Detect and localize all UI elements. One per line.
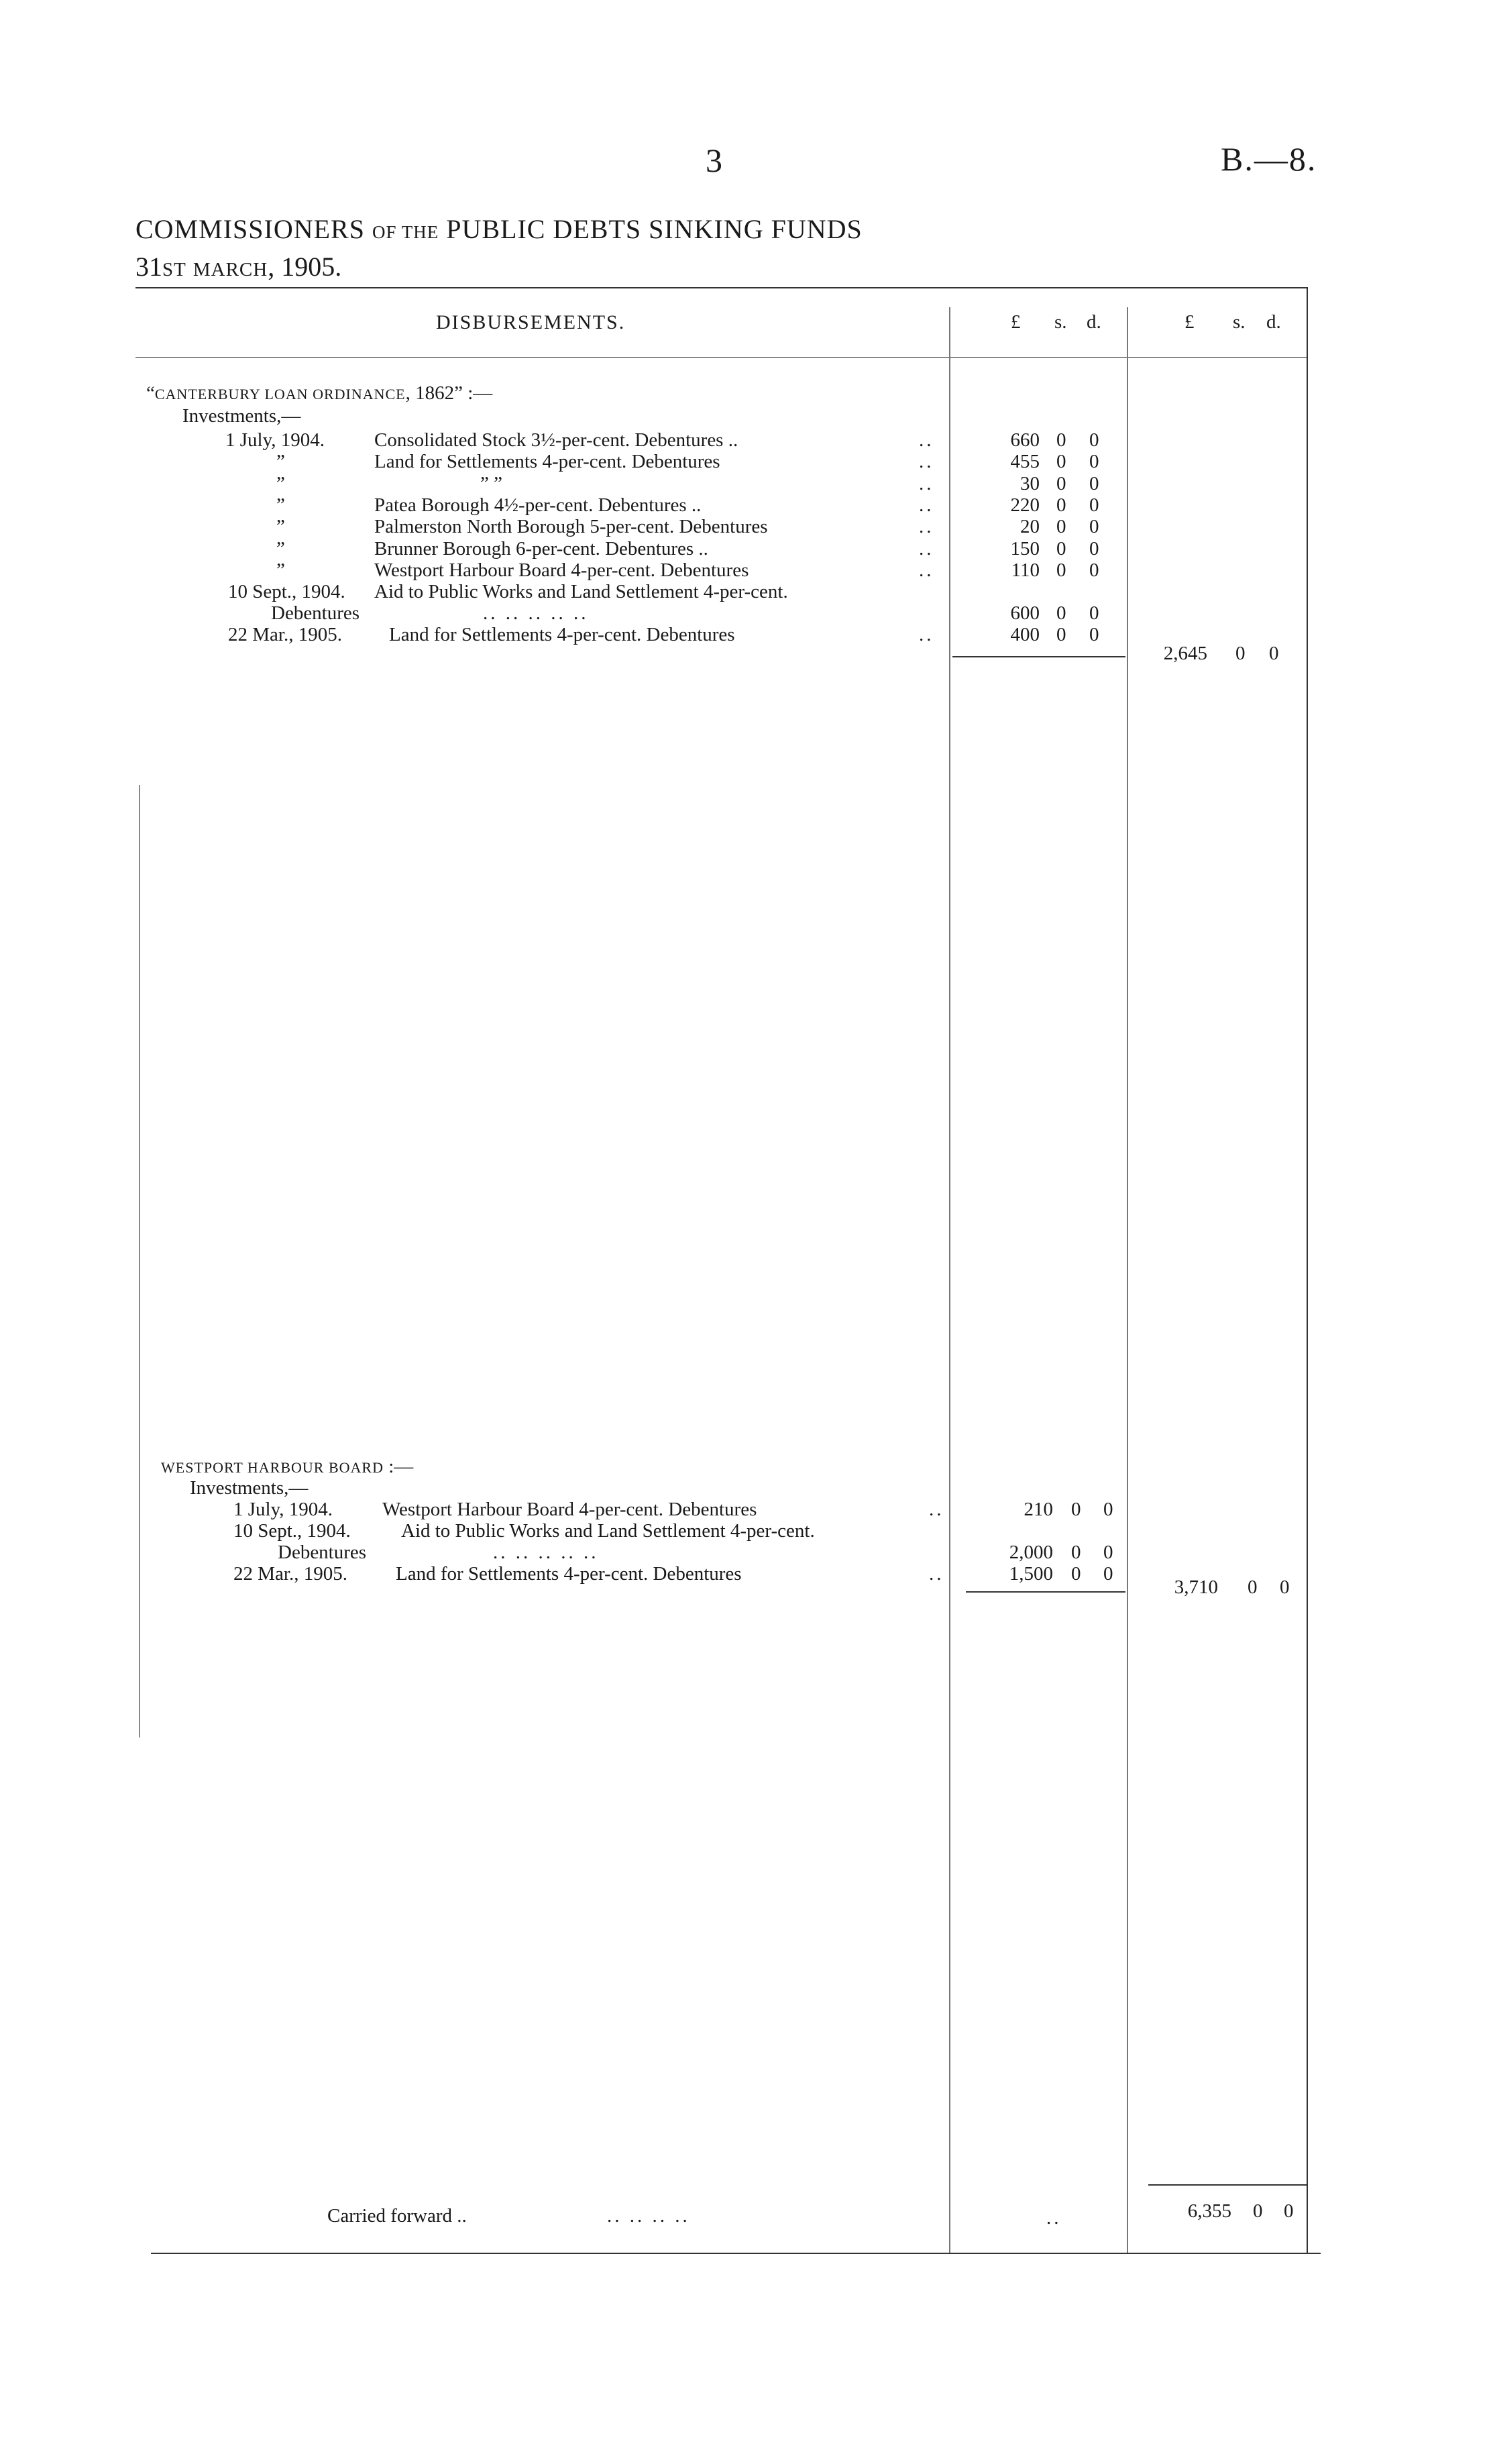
canterbury-row-d: 0 [1089,494,1099,516]
canterbury-row-s: 0 [1056,538,1066,559]
canterbury-row-date: 1 July, 1904. [225,429,325,451]
canterbury-sept-s: 0 [1056,602,1066,624]
canterbury-row-pounds: 455 [1010,451,1040,472]
canterbury-row-d: 0 [1089,473,1099,494]
page-date [135,251,341,282]
canterbury-row-date: ” [276,473,285,494]
date-suffix: ST [162,259,186,280]
westport-investments-label: Investments,— [190,1477,309,1499]
canterbury-mar-d: 0 [1089,624,1099,645]
westport-row1-d: 0 [1103,1499,1113,1520]
westport-total-pounds: 3,710 [1174,1576,1218,1598]
westport-row3-date: 22 Mar., 1905. [233,1563,347,1585]
canterbury-mar-pounds: 400 [1010,624,1040,645]
title-part-b: PUBLIC DEBTS SINKING FUNDS [446,214,863,244]
canterbury-sept-date: 10 Sept., 1904. [228,581,345,602]
canterbury-row-dots: .. [919,429,934,451]
heading-title: WESTPORT HARBOUR BOARD [161,1459,384,1476]
carried-forward-label: Carried forward .. [327,2205,467,2227]
title-part-a: COMMISSIONERS [135,214,365,244]
canterbury-mar-date: 22 Mar., 1905. [228,624,342,645]
westport-row2-desc2: Debentures [278,1542,367,1563]
canterbury-row-pounds: 20 [1020,516,1040,537]
canterbury-row-date: ” [276,451,285,472]
canterbury-row-dots: .. [919,473,934,494]
westport-row3-d: 0 [1103,1563,1113,1585]
canterbury-row-d: 0 [1089,516,1099,537]
column-header-d-2: d. [1266,311,1281,333]
westport-row2-dots: .. .. .. .. .. [493,1542,599,1563]
canterbury-row-d: 0 [1089,429,1099,451]
westport-subtotal-rule [966,1591,1125,1593]
canterbury-row-pounds: 150 [1010,538,1040,559]
westport-row1-pounds: 210 [1024,1499,1053,1520]
divider-sd-col [1127,307,1128,2253]
canterbury-row-s: 0 [1056,451,1066,472]
canterbury-row-desc: Consolidated Stock 3½-per-cent. Debentures .. [374,429,738,451]
canterbury-mar-s: 0 [1056,624,1066,645]
carried-forward-mid-dots: .. [1046,2207,1062,2229]
canterbury-total-pounds: 2,645 [1163,643,1207,664]
canterbury-row-s: 0 [1056,473,1066,494]
canterbury-heading [146,382,492,405]
canterbury-row-dots: .. [919,538,934,559]
carried-forward-top-rule [1148,2184,1307,2186]
canterbury-row-pounds: 110 [1011,559,1040,581]
canterbury-sept-desc: Aid to Public Works and Land Settlement 4-per-cent. [374,581,788,602]
canterbury-row-pounds: 220 [1010,494,1040,516]
canterbury-row-desc: Westport Harbour Board 4-per-cent. Debentures [374,559,749,581]
table-header-rule [135,357,1307,358]
canterbury-row-desc: ” ” [480,473,502,494]
westport-total-d: 0 [1280,1576,1290,1598]
canterbury-row-desc: Palmerston North Borough 5-per-cent. Debentures [374,516,768,537]
canterbury-row-date: ” [276,559,285,581]
westport-row1-date: 1 July, 1904. [233,1499,333,1520]
canterbury-mar-desc: Land for Settlements 4-per-cent. Debentures [389,624,735,645]
canterbury-row-desc: Land for Settlements 4-per-cent. Debentures [374,451,720,472]
westport-row1-s: 0 [1071,1499,1081,1520]
column-header-disbursements: DISBURSEMENTS. [436,311,626,333]
column-header-s-1: s. [1054,311,1067,333]
canterbury-total-d: 0 [1269,643,1279,664]
canterbury-row-pounds: 30 [1020,473,1040,494]
table-bottom-rule [151,2253,1321,2254]
westport-row1-desc: Westport Harbour Board 4-per-cent. Debentures [382,1499,757,1520]
carried-forward-dots: .. .. .. .. [607,2205,690,2227]
canterbury-row-s: 0 [1056,559,1066,581]
date-day: 31 [135,252,162,282]
carried-forward-total-pounds: 6,355 [1187,2200,1231,2222]
canterbury-row-dots: .. [919,516,934,537]
westport-row2-desc: Aid to Public Works and Land Settlement 4-per-cent. [401,1520,815,1542]
canterbury-row-s: 0 [1056,516,1066,537]
westport-row3-s: 0 [1071,1563,1081,1585]
carried-forward-total-d: 0 [1284,2200,1294,2222]
canterbury-row-date: ” [276,516,285,537]
canterbury-investments-label: Investments,— [182,405,301,427]
westport-row1-dots: .. [929,1499,944,1520]
heading-quote-open: “ [146,382,155,404]
westport-row3-pounds: 1,500 [1009,1563,1053,1585]
westport-total-s: 0 [1248,1576,1258,1598]
table-top-rule [135,287,1307,288]
canterbury-row-desc: Brunner Borough 6-per-cent. Debentures .. [374,538,708,559]
westport-row3-desc: Land for Settlements 4-per-cent. Debentures [396,1563,742,1585]
page-number: 3 [706,142,722,179]
canterbury-row-d: 0 [1089,538,1099,559]
canterbury-row-date: ” [276,538,285,559]
westport-row2-s: 0 [1071,1542,1081,1563]
canterbury-row-date: ” [276,494,285,516]
canterbury-row-dots: .. [919,559,934,581]
divider-amount-col [949,307,950,2253]
heading-title: CANTERBURY LOAN ORDINANCE [154,386,406,403]
carried-forward-total-s: 0 [1253,2200,1263,2222]
column-header-s-2: s. [1233,311,1246,333]
left-border [139,785,140,1737]
canterbury-row-d: 0 [1089,451,1099,472]
canterbury-sept-pounds: 600 [1010,602,1040,624]
canterbury-row-dots: .. [919,494,934,516]
canterbury-sept-dots: .. .. .. .. .. [483,602,589,624]
column-header-pound-2: £ [1184,311,1195,333]
canterbury-sept-d: 0 [1089,602,1099,624]
westport-row3-dots: .. [929,1563,944,1585]
canterbury-row-dots: .. [919,451,934,472]
canterbury-row-desc: Patea Borough 4½-per-cent. Debentures .. [374,494,702,516]
document-reference: B.—8. [1221,140,1317,178]
westport-row2-pounds: 2,000 [1009,1542,1053,1563]
canterbury-subtotal-rule [952,656,1125,657]
westport-row2-date: 10 Sept., 1904. [233,1520,351,1542]
heading-close: :— [383,1456,414,1477]
canterbury-row-d: 0 [1089,559,1099,581]
canterbury-row-s: 0 [1056,494,1066,516]
westport-row2-d: 0 [1103,1542,1113,1563]
date-year: , 1905. [268,252,342,282]
heading-close: , 1862” :— [405,382,493,404]
westport-heading [161,1456,413,1478]
canterbury-row-pounds: 660 [1010,429,1040,451]
title-of-the: OF THE [372,222,439,242]
column-header-pound-1: £ [1011,311,1021,333]
right-border [1307,287,1308,2253]
page-title [135,213,863,245]
canterbury-row-s: 0 [1056,429,1066,451]
canterbury-sept-desc2: Debentures [271,602,360,624]
canterbury-total-s: 0 [1235,643,1246,664]
date-month: MARCH [192,259,268,280]
canterbury-mar-dots: .. [919,624,934,645]
column-header-d-1: d. [1087,311,1101,333]
